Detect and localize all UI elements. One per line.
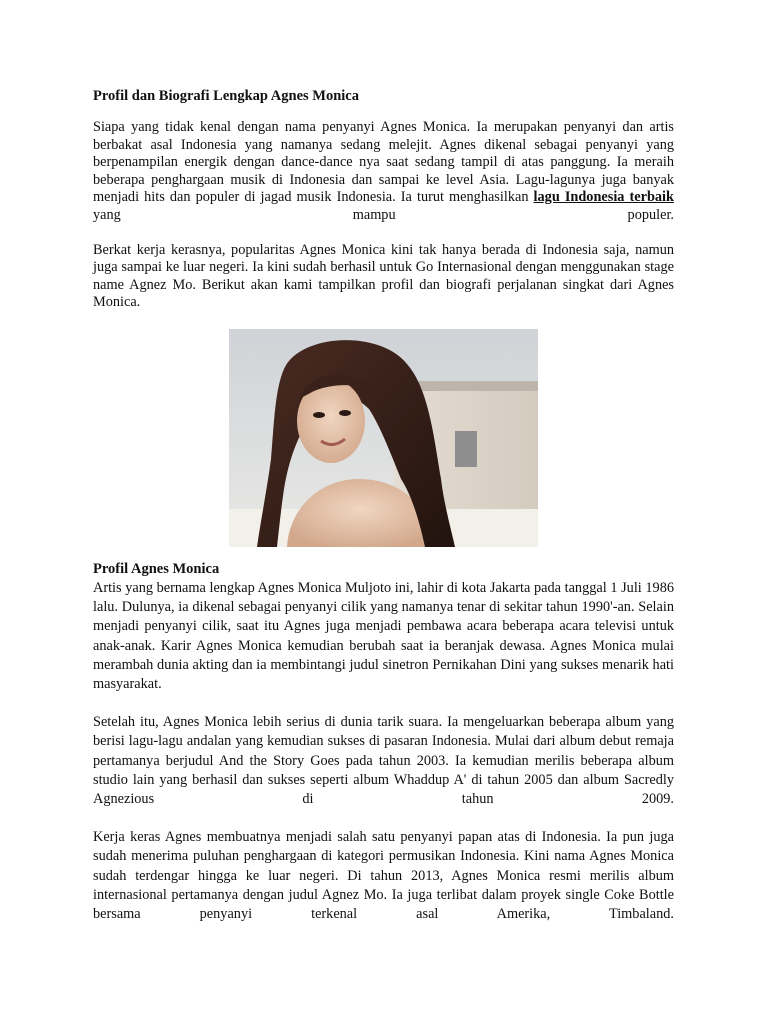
intro-text: Siapa yang tidak kenal dengan nama penyanyi Agnes Monica. Ia merupakan penyanyi dan artis berbakat asal Indonesia yang namanya sedang melejit. Agnes dikenal sebagai penyanyi yang berpenampilan energik dengan dance-dance nya saat sedang tampil di atas panggung. Ia meraih beberapa penghargaan musik di Indonesia dan sampai ke level Asia. Lagu-lagunya juga banyak menjadi hits dan populer di jagad musik Indonesia. Ia turut menghasilkan <box>93 119 674 206</box>
portrait-illustration <box>229 329 538 547</box>
intro-paragraph <box>93 119 674 225</box>
popularity-paragraph: Berkat kerja kerasnya, popularitas Agnes Monica kini tak hanya berada di Indonesia saja, namun juga sampai ke luar negeri. Ia kini sudah berhasil untuk Go Internasional dengan menggunakan stage name Agnez Mo. Berikut akan kami tampilkan profil dan biografi perjalanan singkat dari Agnes Monica. <box>93 241 674 311</box>
document-title: Profil dan Biografi Lengkap Agnes Monica <box>93 88 359 104</box>
section-heading: Profil Agnes Monica <box>93 560 220 577</box>
profile-paragraph-3: Kerja keras Agnes membuatnya menjadi salah satu penyanyi papan atas di Indonesia. Ia pun juga sudah menerima puluhan penghargaan di kategori permusikan Indonesia. Kini nama Agnes Monica sudah terdengar hingga ke luar negeri. Di tahun 2013, Agnes Monica resmi merilis album internasional pertamanya dengan judul Agnez Mo. Ia juga terlibat dalam proyek single Coke Bottle bersama penyanyi terkenal asal Amerika, Timbaland. <box>93 829 674 922</box>
photo-container <box>93 329 674 547</box>
lagu-indonesia-terbaik-link[interactable]: lagu Indonesia terbaik <box>533 189 674 206</box>
profile-paragraph-1: Artis yang bernama lengkap Agnes Monica Muljoto ini, lahir di kota Jakarta pada tanggal 1 Juli 1986 lalu. Dulunya, ia dikenal sebagai penyanyi cilik yang namanya tenar di sekitar tahun 1990'-an. Selain menjadi penyanyi cilik, saat itu Agnes juga menjadi pembawa acara beberapa acara televisi untuk anak-anak. Karir Agnes Monica kemudian berubah saat ia beranjak dewasa. Agnes Monica mulai merambah dunia akting dan ia membintangi judul sinetron Pernikahan Dini yang sukses menarik hati masyarakat. <box>93 579 674 692</box>
document-body <box>93 86 674 943</box>
intro-text-end: yang mampu populer. <box>93 206 674 223</box>
agnes-monica-photo <box>229 329 538 547</box>
profile-paragraph-2: Setelah itu, Agnes Monica lebih serius di dunia tarik suara. Ia mengeluarkan beberapa album yang berisi lagu-lagu andalan yang kemudian sukses di pasaran Indonesia. Mulai dari album debut remaja pertamanya berjudul And the Story Goes pada tahun 2003. Ia kemudian merilis beberapa album studio lain yang berhasil dan sukses seperti album Whaddup A' di tahun 2005 dan album Sacredly Agnezious di tahun 2009. <box>93 714 674 807</box>
